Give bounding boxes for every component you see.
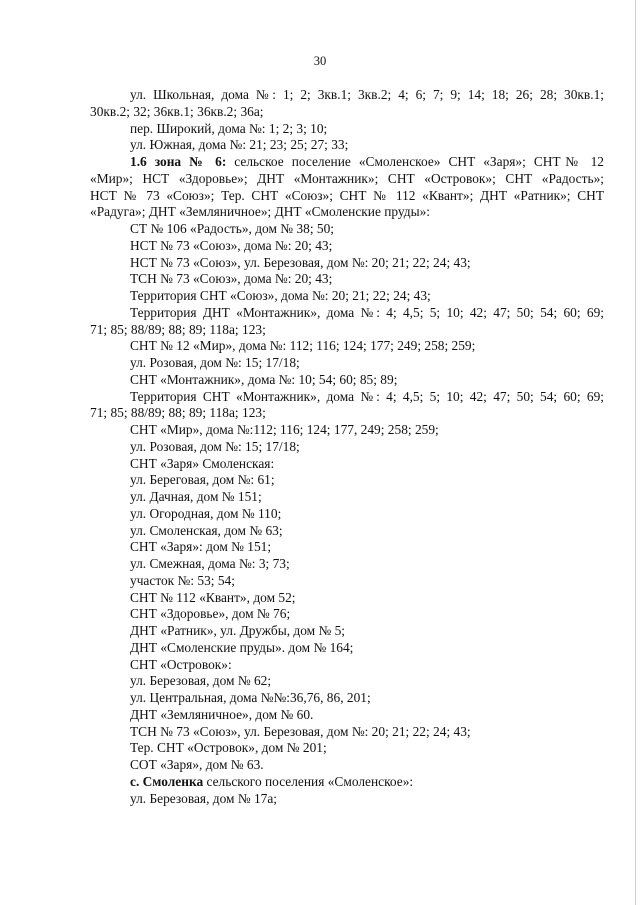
text-line bbox=[90, 724, 604, 741]
line-text: ДНТ «Ратник», ул. Дружбы, дом № 5; bbox=[130, 623, 346, 638]
text-line bbox=[90, 439, 604, 456]
line-text: «Радуга»; ДНТ «Земляничное»; ДНТ «Смоленские пруды»: bbox=[90, 204, 430, 220]
bold-heading: с. Смоленка bbox=[130, 773, 204, 789]
line-text: 71; 85; 88/89; 88; 89; 118а; 123; bbox=[90, 405, 266, 421]
line-text: ул. Дачная, дом № 151; bbox=[130, 489, 262, 504]
text-line bbox=[90, 355, 604, 372]
line-text: СНТ «Мир», дома №:112; 116; 124; 177, 249; 258; 259; bbox=[130, 422, 439, 437]
text-line bbox=[90, 121, 604, 138]
line-text: сельского поселения «Смоленское»: bbox=[203, 773, 414, 789]
text-line bbox=[90, 590, 604, 607]
text-line bbox=[90, 171, 604, 188]
line-text: СНТ «Здоровье», дом № 76; bbox=[130, 606, 291, 622]
text-line bbox=[90, 757, 604, 774]
text-line bbox=[90, 422, 604, 439]
line-text: СОТ «Заря», дом № 63. bbox=[130, 757, 264, 772]
line-text: участок №: 53; 54; bbox=[130, 572, 235, 588]
line-text: ул. Розовая, дом №: 15; 17/18; bbox=[130, 438, 300, 454]
line-text: сельское поселение «Смоленское» СНТ «Заря»; СНТ№ 12 bbox=[226, 154, 604, 169]
line-text: НСТ № 73 «Союз»; Тер. СНТ «Союз»; СНТ № 112 «Квант»; ДНТ «Ратник»; СНТ bbox=[90, 187, 604, 203]
line-text: НСТ № 73 «Союз», ул. Березовая, дом №: 20; 21; 22; 24; 43; bbox=[130, 254, 471, 270]
text-line bbox=[90, 271, 604, 288]
text-line bbox=[90, 523, 604, 540]
text-line bbox=[90, 791, 604, 808]
line-text: ул. Центральная, дома №№:36,76, 86, 201; bbox=[130, 690, 371, 705]
line-text: ТСН № 73 «Союз», дома №: 20; 43; bbox=[130, 271, 333, 287]
line-text: СНТ «Монтажник», дома №: 10; 54; 60; 85; 89; bbox=[130, 371, 398, 387]
text-line bbox=[90, 221, 604, 238]
text-line bbox=[90, 489, 604, 506]
text-line bbox=[90, 238, 604, 255]
text-line bbox=[90, 288, 604, 305]
text-line bbox=[90, 255, 604, 272]
text-line bbox=[90, 204, 604, 221]
text-line bbox=[90, 673, 604, 690]
text-line bbox=[90, 539, 604, 556]
text-line bbox=[90, 372, 604, 389]
line-text: 30кв.2; 32; 36кв.1; 36кв.2; 36а; bbox=[90, 103, 264, 119]
text-line bbox=[90, 322, 604, 339]
line-text: ул. Береговая, дом №: 61; bbox=[130, 472, 275, 488]
line-text: СНТ № 12 «Мир», дома №: 112; 116; 124; 177; 249; 258; 259; bbox=[130, 338, 476, 354]
text-line bbox=[90, 707, 604, 724]
line-text: СНТ «Заря»: дом № 151; bbox=[130, 539, 272, 555]
line-text: «Мир»; НСТ «Здоровье»; ДНТ «Монтажник»; СНТ «Островок»; СНТ «Радость»; bbox=[90, 170, 604, 186]
line-text: ТСН № 73 «Союз», ул. Березовая, дом №: 20; 21; 22; 24; 43; bbox=[130, 723, 471, 739]
text-line bbox=[90, 188, 604, 205]
line-text: ДНТ «Земляничное», дом № 60. bbox=[130, 706, 314, 722]
line-text: СНТ «Островок»: bbox=[130, 656, 232, 672]
line-text: Территория СНТ «Монтажник», дома №: 4; 4,5; 5; 10; 42; 47; 50; 54; 60; 69; bbox=[130, 388, 604, 404]
line-text: ул. Смоленская, дом № 63; bbox=[130, 522, 283, 538]
line-text: ул. Школьная, дома №: 1; 2; 3кв.1; 3кв.2; 4; 6; 7; 9; 14; 18; 26; 28; 30кв.1; bbox=[130, 87, 604, 102]
line-text: 71; 85; 88/89; 88; 89; 118а; 123; bbox=[90, 321, 266, 337]
text-line bbox=[90, 154, 604, 171]
page-edge-line bbox=[635, 0, 636, 905]
text-line bbox=[90, 338, 604, 355]
text-line bbox=[90, 640, 604, 657]
line-text: СНТ № 112 «Квант», дом 52; bbox=[130, 589, 296, 605]
line-text: СТ № 106 «Радость», дом № 38; 50; bbox=[130, 221, 335, 236]
text-line bbox=[90, 472, 604, 489]
line-text: ул. Березовая, дом № 17а; bbox=[130, 790, 278, 806]
text-line bbox=[90, 104, 604, 121]
text-line bbox=[90, 657, 604, 674]
text-line bbox=[90, 87, 604, 104]
page-number: 30 bbox=[313, 54, 327, 68]
text-line bbox=[90, 690, 604, 707]
line-text: Территория ДНТ «Монтажник», дома №: 4; 4,5; 5; 10; 42; 47; 50; 54; 60; 69; bbox=[130, 304, 604, 320]
text-line bbox=[90, 456, 604, 473]
text-line bbox=[90, 623, 604, 640]
text-line bbox=[90, 506, 604, 523]
line-text: ул. Смежная, дома №: 3; 73; bbox=[130, 556, 290, 571]
line-text: Территория СНТ «Союз», дома №: 20; 21; 22; 24; 43; bbox=[130, 288, 431, 303]
text-line bbox=[90, 389, 604, 406]
text-line bbox=[90, 137, 604, 154]
bold-heading: 1.6 зона № 6: bbox=[130, 154, 227, 169]
line-text: ул. Розовая, дом №: 15; 17/18; bbox=[130, 355, 300, 370]
line-text: СНТ «Заря» Смоленская: bbox=[130, 455, 275, 471]
line-text: пер. Широкий, дома №: 1; 2; 3; 10; bbox=[130, 120, 328, 136]
line-text: ДНТ «Смоленские пруды». дом № 164; bbox=[130, 639, 354, 655]
line-text: ул. Огородная, дом № 110; bbox=[130, 505, 282, 521]
text-line bbox=[90, 405, 604, 422]
text-line bbox=[90, 556, 604, 573]
text-line bbox=[90, 740, 604, 757]
text-line bbox=[90, 573, 604, 590]
text-line bbox=[90, 305, 604, 322]
line-text: ул. Березовая, дом № 62; bbox=[130, 673, 272, 689]
document-body bbox=[90, 87, 604, 807]
line-text: ул. Южная, дома №: 21; 23; 25; 27; 33; bbox=[130, 137, 349, 153]
text-line bbox=[90, 774, 604, 791]
text-line bbox=[90, 606, 604, 623]
line-text: НСТ № 73 «Союз», дома №: 20; 43; bbox=[130, 237, 333, 253]
line-text: Тер. СНТ «Островок», дом № 201; bbox=[130, 740, 327, 756]
